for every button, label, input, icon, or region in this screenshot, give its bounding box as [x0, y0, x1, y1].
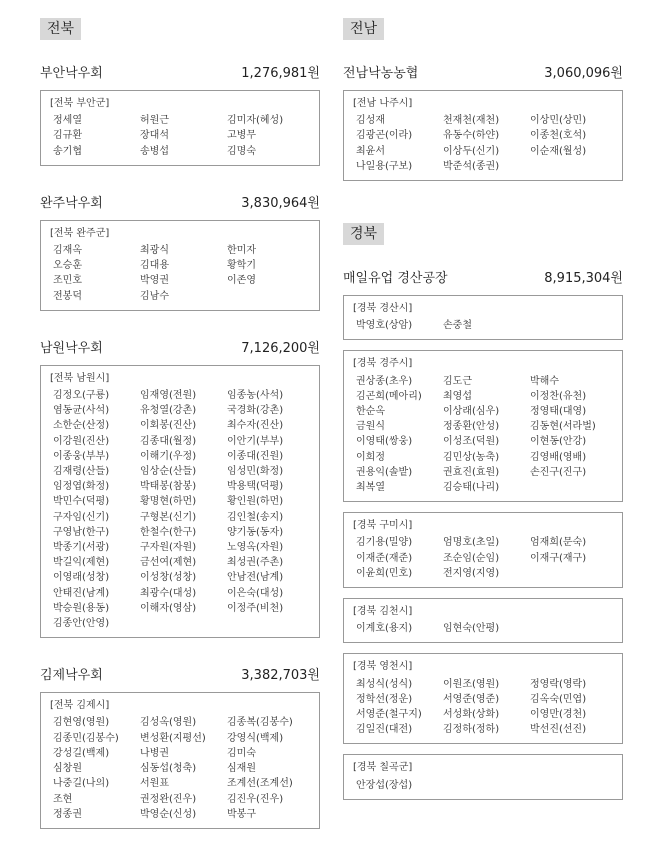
- donor-name: 권용익(솔밭): [356, 466, 413, 478]
- donor-name: 김광곤(이라): [356, 130, 413, 142]
- donor-name: 이순재(월성): [530, 145, 587, 157]
- donor-name: 이안기(부부): [227, 435, 284, 447]
- donor-name: 나일용(구보): [356, 160, 413, 172]
- donor-name: 변성환(지평선): [140, 732, 206, 744]
- donor-box-title: [전북 완주군]: [50, 227, 110, 239]
- donor-name: 최수자(진산): [227, 420, 284, 432]
- donor-name: 이희정: [356, 451, 385, 463]
- donor-name: 김정오(구룡): [53, 390, 110, 402]
- org-amount: 3,830,964원: [241, 195, 320, 211]
- donor-name: 이정주(비천): [227, 602, 284, 614]
- donor-box: [343, 598, 623, 643]
- donor-name: 김진우(진우): [227, 793, 284, 805]
- donor-box: [40, 365, 320, 638]
- donor-name: 고병무: [227, 130, 256, 142]
- donor-box-title: [경북 경산시]: [353, 303, 413, 315]
- donor-box-title: [경북 구미시]: [353, 520, 413, 532]
- donor-name: 서성화(상화): [443, 709, 500, 721]
- donor-name: 박민수(덕평): [53, 496, 110, 508]
- donor-name: 김동현(서라벌): [530, 421, 596, 433]
- donor-box-title: [전남 나주시]: [353, 98, 413, 109]
- donor-name: 임현숙(안평): [443, 623, 500, 635]
- donor-name: 손진구(진구): [530, 466, 587, 478]
- region-label-jeonbuk: 전북: [40, 18, 81, 40]
- donor-name: 임종농(사석): [227, 390, 284, 402]
- donor-name: 심창원: [53, 763, 82, 775]
- org-name: 매일유업 경산공장: [343, 271, 448, 287]
- donor-name: 조현: [53, 793, 73, 805]
- org-section: [40, 196, 320, 311]
- donor-name: 김미자(혜성): [227, 115, 284, 127]
- org-header: [343, 271, 623, 287]
- donor-name: 소한순(산정): [53, 420, 110, 432]
- donor-name: 노영옥(자원): [227, 542, 284, 554]
- donor-name: 서원표: [140, 778, 169, 790]
- donor-name-grid: [50, 715, 311, 821]
- donor-name: 이원조(영원): [443, 678, 500, 690]
- donor-name: 임상순(산들): [140, 466, 197, 478]
- left-column: [40, 18, 320, 859]
- donor-name: 권상종(초우): [356, 375, 413, 387]
- donor-name: 이성창(성창): [140, 572, 197, 584]
- donor-name: 김종대(월정): [140, 435, 197, 447]
- donor-name: 금선여(제현): [140, 557, 197, 569]
- right-column: [343, 18, 623, 830]
- donor-name: 이현동(안강): [530, 436, 587, 448]
- donor-name: 이은숙(대성): [227, 587, 284, 599]
- jeonbuk-org-list: [40, 66, 320, 829]
- org-amount: 3,060,096원: [544, 66, 623, 81]
- donor-name: 김옥숙(민엽): [530, 693, 587, 705]
- org-name: 전남낙농농협: [343, 66, 419, 81]
- org-amount: 8,915,304원: [544, 271, 623, 287]
- donor-name: 이해자(영삼): [140, 602, 197, 614]
- org-amount: 7,126,200원: [241, 340, 320, 356]
- org-amount: 3,382,703원: [241, 668, 320, 684]
- donor-name: 정세열: [53, 115, 82, 127]
- donor-name: 이재준(재준): [356, 552, 413, 564]
- region-label-jeonnam: 전남: [343, 18, 384, 40]
- donor-name: 김종복(김봉수): [227, 717, 293, 729]
- donor-name: 전지영(지영): [443, 567, 500, 579]
- donor-name: 한순옥: [356, 406, 385, 418]
- donor-name: 임재영(전원): [140, 390, 197, 402]
- donor-name: 허원근: [140, 115, 169, 127]
- donor-name: 김도근: [443, 375, 472, 387]
- donor-name: 황인원(하먼): [227, 496, 284, 508]
- donor-name: 구자임(신기): [53, 511, 110, 523]
- donor-name: 엄명호(초일): [443, 537, 500, 549]
- donor-box-title: [경북 김천시]: [353, 606, 413, 618]
- donor-name: 임정엽(화정): [53, 481, 110, 493]
- donor-name-grid: [353, 113, 614, 174]
- donor-name: 이상민(상민): [530, 115, 587, 127]
- donor-name: 김성재: [356, 115, 385, 127]
- donor-name: 김대용: [140, 260, 169, 272]
- donor-name: 최광식: [140, 245, 169, 257]
- donor-box: [40, 692, 320, 829]
- org-section: [40, 66, 320, 166]
- donor-name: 안장섭(장섭): [356, 779, 413, 791]
- donor-name: 이윤희(민호): [356, 567, 413, 579]
- donor-box-title: [전북 남원시]: [50, 372, 110, 384]
- donor-name: 김인철(송지): [227, 511, 284, 523]
- donor-name: 이영래(성창): [53, 572, 110, 584]
- donor-name: 안남전(남계): [227, 572, 284, 584]
- donor-name: 한미자: [227, 245, 256, 257]
- donor-box: [40, 220, 320, 311]
- donor-name: 박해수: [530, 375, 559, 387]
- donor-name: 박준석(종권): [443, 160, 500, 172]
- donor-name: 김종안(안영): [53, 618, 110, 630]
- donor-name: 박영권: [140, 275, 169, 287]
- donor-name: 안태진(남계): [53, 587, 110, 599]
- donor-name: 김종민(김봉수): [53, 732, 119, 744]
- donor-name-grid: [353, 677, 614, 738]
- donor-box-title: [경북 경주시]: [353, 358, 413, 370]
- donor-name: 전봉덕: [53, 290, 82, 302]
- donor-name: 국경화(강촌): [227, 405, 284, 417]
- org-header: [343, 66, 623, 82]
- donor-box-title: [경북 영천시]: [353, 661, 413, 673]
- donor-name: 양기동(동자): [227, 526, 284, 538]
- donor-name: 엄재희(문숙): [530, 537, 587, 549]
- donor-name: 구자원(자원): [140, 542, 197, 554]
- donor-name: 이해기(우정): [140, 450, 197, 462]
- org-section: [40, 668, 320, 829]
- donor-name: 이회봉(진산): [140, 420, 197, 432]
- donor-box: [343, 512, 623, 588]
- donor-name: 박용택(덕평): [227, 481, 284, 493]
- org-header: [40, 341, 320, 357]
- donor-name: 이영태(쌍웅): [356, 436, 413, 448]
- donor-name: 김남수: [140, 290, 169, 302]
- donor-box-title: [전북 김제시]: [50, 700, 110, 712]
- donor-name: 김미숙: [227, 747, 256, 759]
- donor-name: 김재령(산들): [53, 466, 110, 478]
- donor-name: 강영식(백제): [227, 732, 284, 744]
- donor-name: 김성옥(영원): [140, 717, 197, 729]
- donor-name: 이성조(덕원): [443, 436, 500, 448]
- donor-name: 정영태(대영): [530, 406, 587, 418]
- donor-name: 장대석: [140, 130, 169, 142]
- donor-name: 최영섭: [443, 390, 472, 402]
- donor-name-grid: [50, 243, 311, 304]
- donor-name: 서영준(철구지): [356, 709, 422, 721]
- donor-name: 박길익(제현): [53, 557, 110, 569]
- donor-name: 박선진(선진): [530, 724, 587, 736]
- donor-name: 송기협: [53, 145, 82, 157]
- donor-name: 김일진(대전): [356, 724, 413, 736]
- donor-name-grid: [353, 318, 614, 333]
- donor-name: 황명현(하먼): [140, 496, 197, 508]
- gyeongbuk-org: [343, 271, 623, 800]
- org-section: [343, 271, 623, 800]
- donor-name: 박영순(신성): [140, 808, 197, 820]
- donor-name: 김현영(영원): [53, 717, 110, 729]
- donor-name: 김재옥: [53, 245, 82, 257]
- donor-name: 강성길(백제): [53, 747, 110, 759]
- donor-name: 박영호(상암): [356, 320, 413, 332]
- donor-box: [343, 295, 623, 340]
- donor-name: 한철수(한구): [140, 526, 197, 538]
- donor-name: 권정완(진우): [140, 793, 197, 805]
- donor-name: 김영배(영배): [530, 451, 587, 463]
- donor-name: 정학선(정운): [356, 693, 413, 705]
- org-amount: 1,276,981원: [241, 66, 320, 81]
- donor-name: 금원식: [356, 421, 385, 433]
- donor-name: 최윤서: [356, 145, 385, 157]
- donor-name: 조순임(순임): [443, 552, 500, 564]
- donor-name: 정영락(영락): [530, 678, 587, 690]
- donor-name: 임성민(화정): [227, 466, 284, 478]
- donor-box: [343, 90, 623, 181]
- donor-name: 천재천(재천): [443, 115, 500, 127]
- donor-name-grid: [50, 388, 311, 631]
- donor-name: 이계호(용지): [356, 623, 413, 635]
- donor-box: [40, 90, 320, 166]
- donor-name-grid: [50, 113, 311, 159]
- donor-name: 이영만(경천): [530, 709, 587, 721]
- donor-name: 손중철: [443, 320, 472, 332]
- donor-name: 유청열(강촌): [140, 405, 197, 417]
- org-header: [40, 196, 320, 212]
- donor-name: 김명숙: [227, 145, 256, 157]
- donor-name: 유동수(하얀): [443, 130, 500, 142]
- org-name: 김제낙우회: [40, 668, 103, 684]
- donor-name: 조민호: [53, 275, 82, 287]
- donor-name: 박봉구: [227, 808, 256, 820]
- donor-name: 이재구(재구): [530, 552, 587, 564]
- donor-name: 조계선(조계선): [227, 778, 293, 790]
- donor-name-grid: [353, 535, 614, 581]
- donor-name: 김정하(정하): [443, 724, 500, 736]
- donor-name: 박승원(용동): [53, 602, 110, 614]
- donor-box-title: [전북 부안군]: [50, 98, 110, 109]
- donor-name: 이상래(심우): [443, 406, 500, 418]
- org-name: 완주낙우회: [40, 195, 103, 211]
- donor-name: 김규환: [53, 130, 82, 142]
- org-name: 부안낙우회: [40, 66, 103, 81]
- donor-name: 송병섭: [140, 145, 169, 157]
- donor-name: 김곤희(메아리): [356, 390, 422, 402]
- donor-name: 황학기: [227, 260, 256, 272]
- org-name: 남원낙우회: [40, 340, 103, 356]
- donor-name: 박태봉(참봉): [140, 481, 197, 493]
- donor-box: [343, 653, 623, 744]
- donor-box: [343, 754, 623, 799]
- org-section: [343, 66, 623, 181]
- org-section: [40, 341, 320, 638]
- donor-box-title: [경북 칠곡군]: [353, 762, 413, 774]
- donor-name: 심재원: [227, 763, 256, 775]
- donor-name: 김민상(농축): [443, 451, 500, 463]
- donor-name: 이강원(진산): [53, 435, 110, 447]
- donor-name: 염동균(사석): [53, 405, 110, 417]
- donor-name-grid: [353, 374, 614, 496]
- donor-name: 나중길(나의): [53, 778, 110, 790]
- donor-name: 박종기(서광): [53, 542, 110, 554]
- donor-name: 심동섭(청축): [140, 763, 197, 775]
- donor-name: 오승훈: [53, 260, 82, 272]
- donor-name: 최복열: [356, 482, 385, 494]
- donor-name: 이존영: [227, 275, 256, 287]
- donor-name-grid: [353, 621, 614, 636]
- donor-name: 최성권(주촌): [227, 557, 284, 569]
- donor-name: 김승태(나리): [443, 482, 500, 494]
- donor-name: 이종웅(부부): [53, 450, 110, 462]
- jeonnam-org: [343, 66, 623, 181]
- donor-name: 권효진(효원): [443, 466, 500, 478]
- donor-name: 정종권: [53, 808, 82, 820]
- donor-name: 최광수(대성): [140, 587, 197, 599]
- region-label-gyeongbuk: 경북: [343, 223, 384, 245]
- donor-name: 구영남(한구): [53, 526, 110, 538]
- org-header: [40, 66, 320, 82]
- donor-name: 이종천(호석): [530, 130, 587, 142]
- donor-name: 최성식(성식): [356, 678, 413, 690]
- donor-name: 김기용(밀양): [356, 537, 413, 549]
- donor-name: 이정찬(유천): [530, 390, 587, 402]
- donor-name-grid: [353, 778, 614, 793]
- donor-name: 이상두(신기): [443, 145, 500, 157]
- donor-name: 나병권: [140, 747, 169, 759]
- donor-name: 구형본(신기): [140, 511, 197, 523]
- donor-box: [343, 350, 623, 502]
- donor-name: 이종대(진원): [227, 450, 284, 462]
- donor-name: 서영준(영준): [443, 693, 500, 705]
- donor-name: 정종환(안성): [443, 421, 500, 433]
- org-header: [40, 668, 320, 684]
